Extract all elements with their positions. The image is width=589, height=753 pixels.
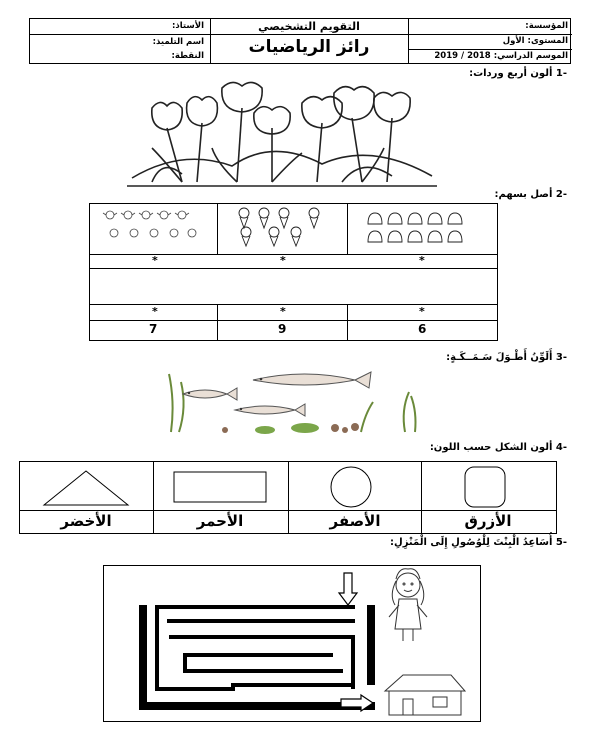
match-point-star[interactable]: * — [152, 254, 158, 267]
q3-title — [446, 352, 567, 363]
q2-text: أصل بسهم: — [494, 189, 553, 200]
header-divider — [408, 19, 409, 63]
color-label-red: الأحمر — [196, 512, 244, 530]
teacher-label: الأستاذ: — [171, 21, 204, 31]
match-point-star[interactable]: * — [280, 254, 286, 267]
table-divider — [90, 268, 497, 269]
match-point-star[interactable]: * — [419, 254, 425, 267]
header-divider — [210, 34, 408, 35]
table-divider — [347, 304, 348, 340]
evaluation-title: التقويم التشخيصي — [258, 20, 360, 33]
q4-title — [430, 442, 567, 453]
level-label: المستوى: الأول — [502, 36, 568, 46]
number-cell: 9 — [278, 322, 287, 336]
header-divider — [408, 49, 572, 50]
subject-title: رائز الرياضيات — [248, 37, 370, 57]
q1-number: -1 — [555, 68, 567, 79]
q4-text: ألون الشكل حسب اللون: — [429, 442, 553, 453]
ice-cream-group-image — [234, 206, 334, 248]
q2-title — [495, 189, 567, 200]
table-divider — [217, 204, 218, 254]
q4-number: -4 — [555, 442, 567, 453]
match-point-star[interactable]: * — [152, 305, 158, 318]
rectangle-shape[interactable] — [170, 468, 270, 508]
bells-group-image — [362, 210, 467, 246]
q5-text: أُسَاعِدُ الْبِنْتَ لِلْوُصُولِ إِلَى الْمَنْزِلِ: — [390, 537, 553, 548]
institution-label: المؤسسة: — [525, 21, 568, 31]
q3-text: أَلَوِّنُ أَطْـوَلَ سَـمَــكَـةٍ: — [446, 352, 553, 363]
q3-number: -3 — [555, 352, 567, 363]
header-divider — [408, 34, 572, 35]
number-cell: 6 — [418, 322, 427, 336]
candies-group-image — [100, 207, 205, 247]
table-divider — [217, 304, 218, 340]
header-divider — [30, 34, 210, 35]
number-cell: 7 — [149, 322, 158, 336]
q1-text: ألون أربع وردات: — [469, 68, 553, 79]
table-divider — [347, 204, 348, 254]
color-label-green: الأخضر — [60, 512, 112, 530]
match-point-star[interactable]: * — [419, 305, 425, 318]
season-label: الموسم الدراسي: 2018 / 2019 — [434, 51, 568, 61]
rounded-square-shape[interactable] — [462, 464, 508, 510]
score-label: النقطة: — [171, 51, 204, 61]
table-divider — [20, 510, 556, 511]
q5-number: -5 — [555, 537, 567, 548]
q5-title — [390, 537, 567, 548]
match-point-star[interactable]: * — [280, 305, 286, 318]
student-label: اسم التلميذ: — [152, 37, 204, 47]
color-label-blue: الأزرق — [464, 512, 512, 530]
tulips-image[interactable] — [122, 78, 442, 190]
color-label-yellow: الأصفر — [329, 512, 381, 530]
circle-shape[interactable] — [328, 464, 374, 510]
table-divider — [90, 320, 497, 321]
q2-number: -2 — [555, 189, 567, 200]
maze-image[interactable] — [103, 565, 481, 722]
triangle-shape[interactable] — [40, 468, 132, 508]
fish-image[interactable] — [165, 362, 423, 436]
q1-title — [469, 68, 567, 79]
